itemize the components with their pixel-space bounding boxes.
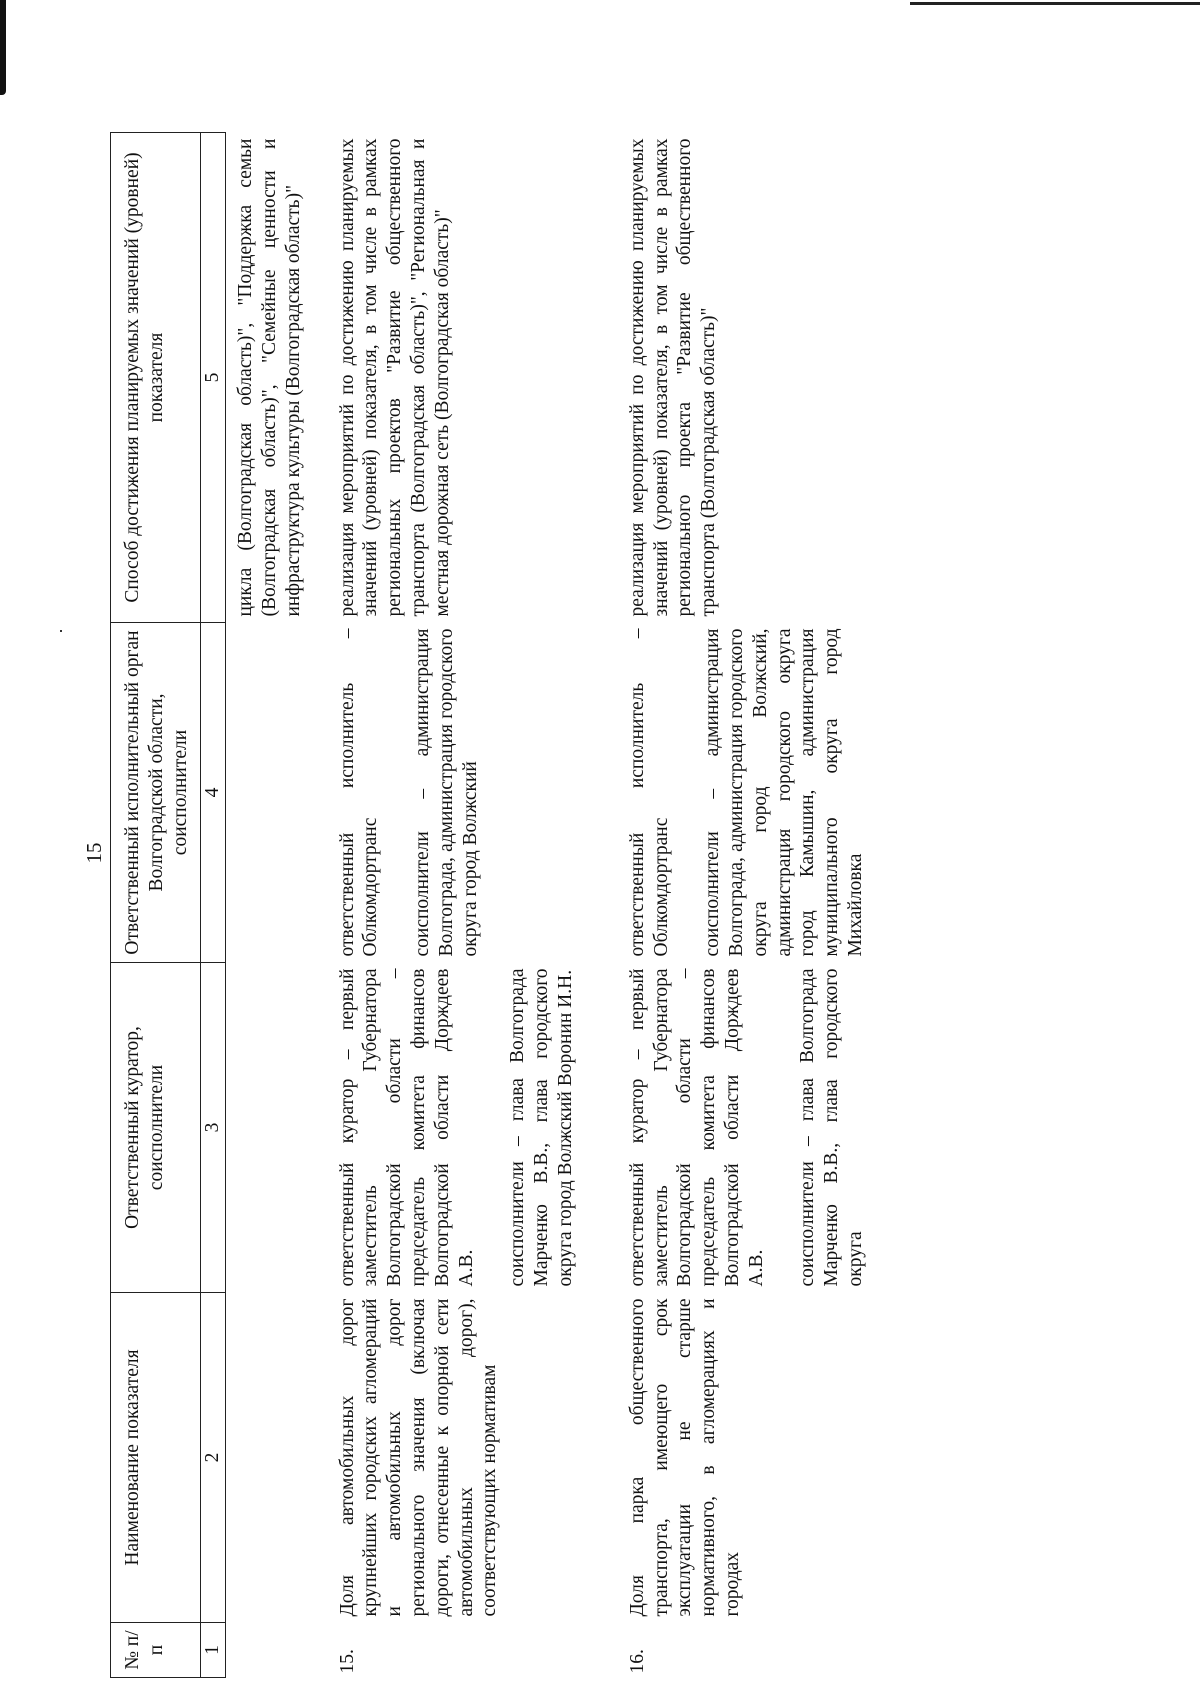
table-row-continuation xyxy=(226,133,328,1678)
executor-cell xyxy=(328,623,618,963)
curator-cell xyxy=(328,963,618,1293)
header-indicator-name: Наименование показателя xyxy=(111,1293,201,1623)
curator-coexecutors: соисполнители – глава Волгограда Марченко В.В., глава городского округа xyxy=(797,968,866,1287)
method-cell: реализация мероприятий по достижению планируемых значений (уровней) показателя, в том числе в рамках регионального проекта "Развитие общественного транспорта (Волгоградская область)" xyxy=(626,138,720,617)
indicators-table xyxy=(110,132,878,1678)
page-number: 15 xyxy=(82,842,106,864)
column-number: 1 xyxy=(201,1623,226,1678)
curator-responsible: ответственный куратор – первый заместитель Губернатора Волгоградской области – председатель комитета финансов Волгоградской области Дорждеев А.В. xyxy=(626,968,767,1287)
indicator-name xyxy=(226,1293,328,1623)
executor-responsible: ответственный исполнитель – Облкомдортранс xyxy=(336,628,382,957)
curator-coexecutors: соисполнители – глава Волгограда Марченко В.В., глава городского округа город Волжский Воронин И.Н. xyxy=(507,968,576,1287)
executor-coexecutors: соисполнители – администрация Волгограда, администрация городского округа город Волжский, администрация городского округа город Камышин, администрация муниципального округа город Михайловка xyxy=(702,628,866,957)
row-number: 16. xyxy=(626,1649,648,1674)
executor-cell xyxy=(226,623,328,963)
column-number: 3 xyxy=(201,963,226,1293)
curator-cell xyxy=(226,963,328,1293)
column-number: 2 xyxy=(201,1293,226,1623)
executor-responsible: ответственный исполнитель – Облкомдортранс xyxy=(626,628,672,957)
table-header-row xyxy=(111,133,201,1678)
executor-cell xyxy=(618,623,878,963)
column-number: 4 xyxy=(201,623,226,963)
indicator-name: Доля парка общественного транспорта, имеющего срок эксплуатации не старше нормативного, в агломерациях и городах xyxy=(626,1298,743,1617)
indicator-name: Доля автомобильных дорог крупнейших городских агломераций и автомобильных дорог регионального значения (включая дороги, отнесенные к опорной сети автомобильных дорог), соответствующих нормативам xyxy=(336,1298,501,1617)
table-row xyxy=(618,133,878,1678)
row-number: 15. xyxy=(336,1649,358,1674)
curator-cell xyxy=(618,963,878,1293)
method-cell: реализация мероприятий по достижению планируемых значений (уровней) показателя, в том числе в рамках региональных проектов "Развитие общественного транспорта (Волгоградская область)", "Региональная и местная дорожная сеть (Волгоградская область)" xyxy=(336,138,453,617)
header-method: Способ достижения планируемых значений (уровней) показателя xyxy=(111,133,201,623)
table-row xyxy=(328,133,618,1678)
executor-coexecutors: соисполнители – администрация Волгограда, администрация городского округа город Волжский xyxy=(412,628,481,957)
header-executor: Ответственный исполнительный орган Волгоградской области, соисполнители xyxy=(111,623,201,963)
header-number: № п/п xyxy=(111,1623,201,1678)
curator-responsible: ответственный куратор – первый заместитель Губернатора Волгоградской области – председатель комитета финансов Волгоградской области Дорждеев А.В. xyxy=(336,968,477,1287)
column-number: 5 xyxy=(201,133,226,623)
column-number-row xyxy=(201,133,226,1678)
method-cell: цикла (Волгоградская область)", "Поддержка семьи (Волгоградская область)", "Семейные ценности и инфраструктура культуры (Волгоградская область)" xyxy=(235,138,304,617)
header-curator: Ответственный куратор, соисполнители xyxy=(111,963,201,1293)
row-number xyxy=(226,1623,328,1678)
